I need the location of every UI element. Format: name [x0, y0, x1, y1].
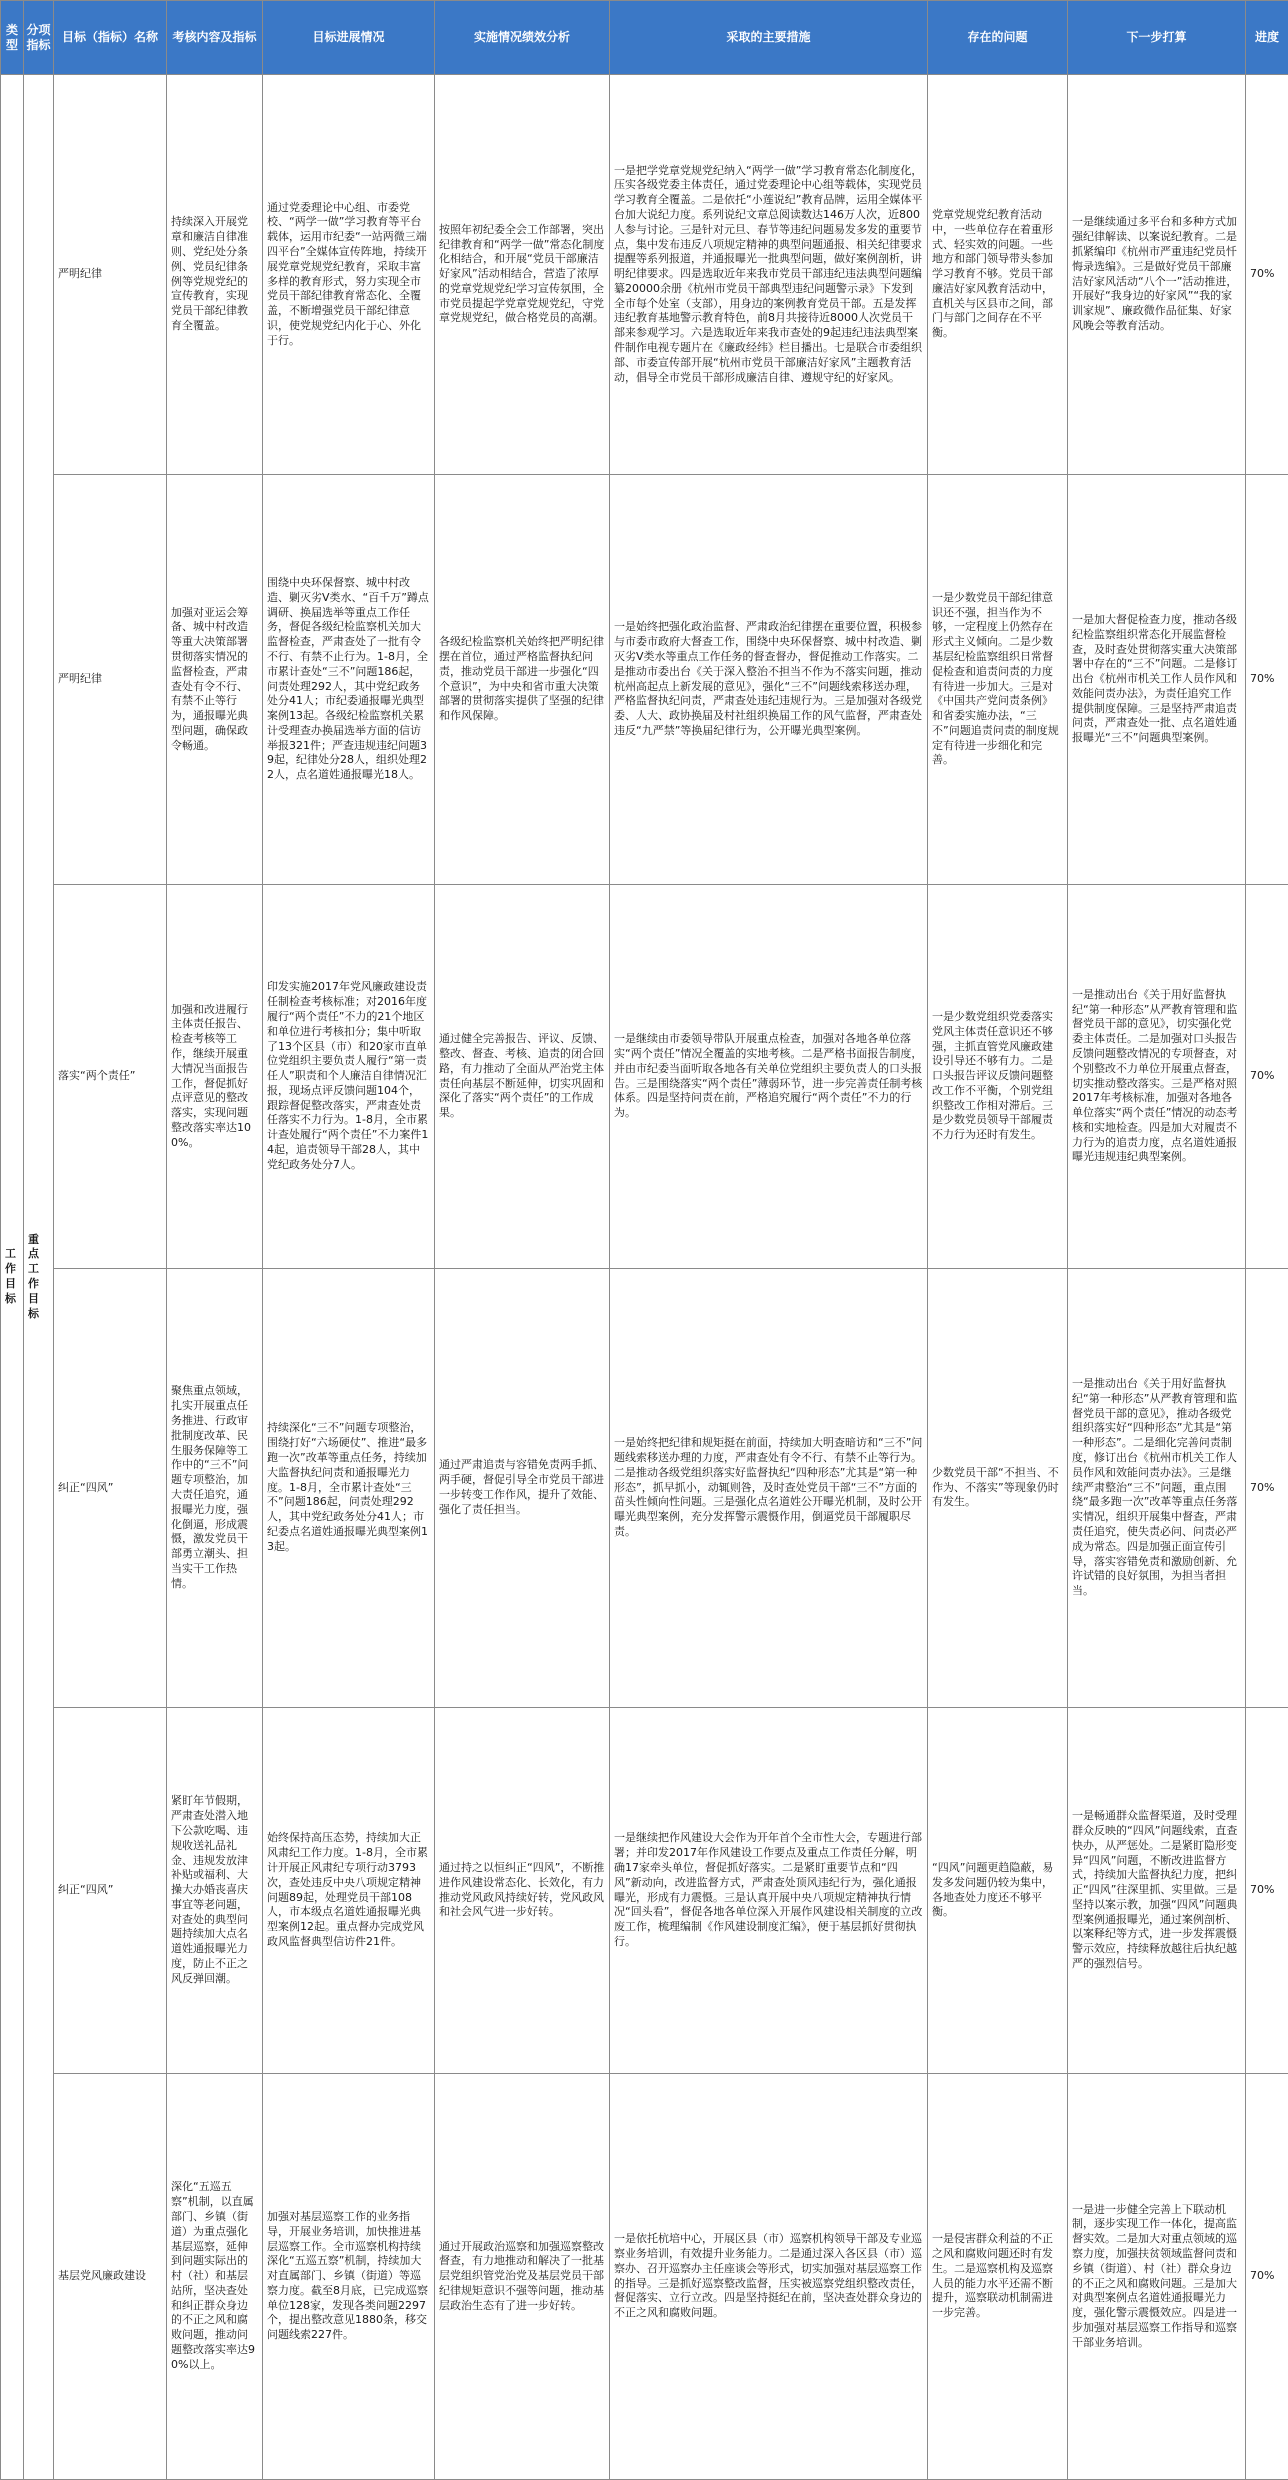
- content-cell: 加强对亚运会筹备、城中村改造等重大决策部署贯彻落实情况的监督检查，严肃查处有令不行、有禁不止等行为，通报曝光典型问题，确保政令畅通。: [167, 475, 263, 885]
- plan-cell: 一是进一步健全完善上下联动机制，逐步实现工作一体化，提高监督实效。二是加大对重点领域的巡察力度，加强扶贫领域监督问责和乡镇（街道）、村（社）群众身边的不正之风和腐败问题。三是加大对典型案例点名道姓通报曝光力度，强化警示震慑效应。四是进一步加强对基层巡察工作指导和巡察干部业务培训。: [1068, 2074, 1246, 2480]
- content-cell: 持续深入开展党章和廉洁自律准则、党纪处分条例、党员纪律条例等党规党纪的宣传教育，实现党员干部纪律教育全覆盖。: [167, 75, 263, 475]
- header-problems: 存在的问题: [928, 1, 1068, 75]
- problems-cell: 一是少数党员干部纪律意识还不强，担当作为不够，一定程度上仍然存在形式主义倾向。二是少数基层纪检监察组织日常督促检查和追责问责的力度有待进一步加大。三是对《中国共产党问责条例》和省委实施办法，“三不”问题追责问责的制度规定有待进一步细化和完善。: [928, 475, 1068, 885]
- progress-cell: 70%: [1246, 75, 1288, 475]
- progress-cell: 70%: [1246, 1269, 1288, 1708]
- performance-cell: 通过持之以恒纠正“四风”，不断推进作风建设常态化、长效化，有力推动党风政风持续好转，党风政风和社会风气进一步好转。: [435, 1708, 610, 2074]
- type-cell: 工作目标: [1, 75, 24, 2480]
- content-cell: 深化“五巡五察”机制，以直属部门、乡镇（街道）为重点强化基层巡察，延伸到问题实际出的村（社）和基层站所，坚决查处和纠正群众身边的不正之风和腐败问题，推动问题整改落实率达90%以上。: [167, 2074, 263, 2480]
- measures-cell: 一是依托杭培中心，开展区县（市）巡察机构领导干部及专业巡察业务培训，有效提升业务能力。二是通过深入各区县（市）巡察办、召开巡察办主任座谈会等形式，切实加强对基层巡察工作的指导。三是抓好巡察整改监督，压实被巡察党组织整改责任，督促落实、立行立改。四是坚持挺纪在前，坚决查处群众身边的不正之风和腐败问题。: [610, 2074, 928, 2480]
- header-target-name: 目标（指标）名称: [54, 1, 167, 75]
- problems-cell: “四风”问题更趋隐蔽，易发多发问题仍较为集中，各地查处力度还不够平衡。: [928, 1708, 1068, 2074]
- header-row: [1, 1, 1288, 75]
- progress-status-cell: 持续深化“三不”问题专项整治，围绕打好“六场硬仗”、推进“最多跑一次”改革等重点任务，持续加大监督执纪问责和通报曝光力度。1-8月，全市累计查处“三不”问题186起，问责处理292人，其中党纪政务处分41人；市纪委点名道姓通报曝光典型案例13起。: [263, 1269, 435, 1708]
- problems-cell: 党章党规党纪教育活动中，一些单位存在着重形式、轻实效的问题。一些地方和部门领导带头参加学习教育不够。党员干部廉洁好家风教育活动中，直机关与区县市之间，部门与部门之间存在不平衡。: [928, 75, 1068, 475]
- progress-status-cell: 加强对基层巡察工作的业务指导，开展业务培训，加快推进基层巡察工作。全市巡察机构持续深化“五巡五察”机制，持续加大对直属部门、乡镇（街道）等巡察力度。截至8月底，已完成巡察单位128家，发现各类问题2297个，提出整改意见1880条，移交问题线索227件。: [263, 2074, 435, 2480]
- progress-status-cell: 围绕中央环保督察、城中村改造、剿灭劣V类水、“百千万”蹲点调研、换届选举等重点工作任务，督促各级纪检监察机关加大监督检查，严肃查处了一批有令不行、有禁不止行为。1-8月，全市累计查处“三不”问题186起，问责处理292人，其中党纪政务处分41人；市纪委通报曝光典型案例13起。各级纪检监察机关累计受理查办换届选举方面的信访举报321件；严查违规违纪问题39起，纪律处分28人，组织处理22人，点名道姓通报曝光18人。: [263, 475, 435, 885]
- plan-cell: 一是畅通群众监督渠道，及时受理群众反映的“四风”问题线索，直查快办，从严惩处。二是紧盯隐形变异“四风”问题，不断改进监督方式，持续加大监督执纪力度，把纠正“四风”往深里抓、实里做。三是坚持以案示教，加强“四风”问题典型案例通报曝光，通过案例剖析、以案释纪等方式，进一步发挥震慑警示效应，持续释放越往后执纪越严的强烈信号。: [1068, 1708, 1246, 2074]
- table-row: [1, 1708, 1288, 2074]
- performance-cell: 通过严肃追责与容错免责两手抓、两手硬，督促引导全市党员干部进一步转变工作作风，提升了效能、强化了责任担当。: [435, 1269, 610, 1708]
- header-measures: 采取的主要措施: [610, 1, 928, 75]
- measures-cell: 一是继续由市委领导带队开展重点检查，加强对各地各单位落实“两个责任”情况全覆盖的实地考核。二是严格书面报告制度，并由市纪委当面听取各地各有关单位党组织主要负责人的口头报告。三是围绕落实“两个责任”薄弱环节，进一步完善责任制考核体系。四是坚持问责在前，严格追究履行“两个责任”不力的行为。: [610, 885, 928, 1269]
- target-name-cell: 基层党风廉政建设: [54, 2074, 167, 2480]
- problems-cell: 少数党员干部“不担当、不作为、不落实”等现象仍时有发生。: [928, 1269, 1068, 1708]
- measures-cell: 一是始终把纪律和规矩挺在前面，持续加大明查暗访和“三不”问题线索移送办理的力度，严肃查处有令不行、有禁不止等行为。二是推动各级党组织落实好监督执纪“四种形态”尤其是“第一种形态”，抓早抓小，动辄则咎，及时查处党员干部“三不”方面的苗头性倾向性问题。三是强化点名道姓公开曝光机制，及时公开曝光典型案例，充分发挥警示震慑作用，倒逼党员干部履职尽责。: [610, 1269, 928, 1708]
- table-row: [1, 2074, 1288, 2480]
- target-name-cell: 严明纪律: [54, 75, 167, 475]
- problems-cell: 一是少数党组织党委落实党风主体责任意识还不够强，主抓直管党风廉政建设引导还不够有力。二是口头报告评议反馈问题整改工作不平衡，个别党组织整改工作相对滞后。三是少数党员领导干部履责不力行为还时有发生。: [928, 885, 1068, 1269]
- table-row: [1, 1269, 1288, 1708]
- header-progress-status: 目标进展情况: [263, 1, 435, 75]
- table-row: [1, 885, 1288, 1269]
- plan-cell: 一是继续通过多平台和多种方式加强纪律解读、以案说纪教育。二是抓紧编印《杭州市严重违纪党员忏悔录选编》。三是做好党员干部廉洁好家风活动“八个一”活动推进，开展好“我身边的好家风”“我的家训家规”、廉政微作品征集、好家风晚会等教育活动。: [1068, 75, 1246, 475]
- target-name-cell: 落实“两个责任”: [54, 885, 167, 1269]
- target-name-cell: 纠正“四风”: [54, 1269, 167, 1708]
- header-type: 类型: [1, 1, 24, 75]
- measures-cell: 一是继续把作风建设大会作为开年首个全市性大会，专题进行部署；并印发2017年作风建设工作要点及重点工作责任分解，明确17家牵头单位，督促抓好落实。二是紧盯重要节点和“四风”新动向，改进监督方式，严肃查处顶风违纪行为，强化通报曝光，形成有力震慑。三是认真开展中央八项规定精神执行情况“回头看”，督促各地各单位深入开展作风建设相关制度的立改废工作，梳理编制《作风建设制度汇编》，便于基层抓好贯彻执行。: [610, 1708, 928, 2074]
- performance-cell: 通过开展政治巡察和加强巡察整改督查，有力地推动和解决了一批基层党组织管党治党及基层党员干部纪律规矩意识不强等问题，推动基层政治生态有了进一步好转。: [435, 2074, 610, 2480]
- progress-status-cell: 始终保持高压态势，持续加大正风肃纪工作力度。1-8月，全市累计开展正风肃纪专项行动3793次，查处违反中央八项规定精神问题89起，处理党员干部108人，市本级点名道姓通报曝光典型案例12起。重点督办完成党风政风监督典型信访件21件。: [263, 1708, 435, 2074]
- measures-cell: 一是把学党章党规党纪纳入“两学一做”学习教育常态化制度化，压实各级党委主体责任，通过党委理论中心组等载体，实现党员学习教育全覆盖。二是依托“小莲说纪”教育品牌，运用全媒体平台加大说纪力度。系列说纪文章总阅读数达146万人次，近800人参与讨论。三是针对元旦、春节等违纪问题易发多发的重要节点，集中发布违反八项规定精神的典型问题通报、相关纪律要求提醒等系列报道，并通报曝光一批典型问题，做好案例剖析，讲明纪律要求。四是选取近年来我市党员干部违纪违法典型问题编纂20000余册《杭州市党员干部典型违纪问题警示录》下发到全市每个处室（支部），用身边的案例教育党员干部。五是发挥违纪教育基地警示教育特色，前8月共接待近8000人次党员干部来参观学习。六是选取近年来我市查处的9起违纪违法典型案件制作电视专题片在《廉政经纬》栏目播出。七是联合市委组织部、市委宣传部开展“杭州市党员干部廉洁好家风”主题教育活动，倡导全市党员干部形成廉洁自律、遵规守纪的好家风。: [610, 75, 928, 475]
- target-name-cell: 纠正“四风”: [54, 1708, 167, 2074]
- plan-cell: 一是加大督促检查力度，推动各级纪检监察组织常态化开展监督检查，及时查处贯彻落实重大决策部署中存在的“三不”问题。二是修订出台《杭州市机关工作人员作风和效能问责办法》，为责任追究工作提供制度保障。三是坚持严肃追责问责，严肃查处一批、点名道姓通报曝光“三不”问题典型案例。: [1068, 475, 1246, 885]
- header-content: 考核内容及指标: [167, 1, 263, 75]
- table-row: [1, 475, 1288, 885]
- progress-cell: 70%: [1246, 885, 1288, 1269]
- problems-cell: 一是侵害群众利益的不正之风和腐败问题还时有发生。二是巡察机构及巡察人员的能力水平还需不断提升，巡察联动机制需进一步完善。: [928, 2074, 1068, 2480]
- performance-cell: 通过健全完善报告、评议、反馈、整改、督查、考核、追责的闭合回路，有力推动了全面从严治党主体责任向基层不断延伸，切实巩固和深化了落实“两个责任”的工作成果。: [435, 885, 610, 1269]
- performance-cell: 各级纪检监察机关始终把严明纪律摆在首位，通过严格监督执纪问责，推动党员干部进一步强化“四个意识”，为中央和省市重大决策部署的贯彻落实提供了坚强的纪律和作风保障。: [435, 475, 610, 885]
- header-progress: 进度: [1246, 1, 1288, 75]
- progress-status-cell: 印发实施2017年党风廉政建设责任制检查考核标准；对2016年度履行“两个责任”不力的21个地区和单位进行考核扣分；集中听取了13个区县（市）和20家市直单位党组织主要负责人履行“第一责任人”职责和个人廉洁自律情况汇报，现场点评反馈问题104个，跟踪督促整改落实，严肃查处责任落实不力行为。1-8月，全市累计查处履行“两个责任”不力案件14起，追责领导干部28人，其中党纪政务处分7人。: [263, 885, 435, 1269]
- progress-status-cell: 通过党委理论中心组、市委党校、“两学一做”学习教育等平台载体，运用市纪委“一站两微三端四平台”全媒体宣传阵地，持续开展党章党规党纪教育，采取丰富多样的教育形式，努力实现全市党员干部纪律教育常态化、全覆盖，不断增强党员干部纪律意识，使党规党纪内化于心、外化于行。: [263, 75, 435, 475]
- target-name-cell: 严明纪律: [54, 475, 167, 885]
- header-category: 分项指标: [24, 1, 54, 75]
- content-cell: 聚焦重点领域，扎实开展重点任务推进、行政审批制度改革、民生服务保障等工作中的“三不”问题专项整治，加大责任追究，通报曝光力度，强化倒逼，形成震慑，激发党员干部勇立潮头、担当实干工作热情。: [167, 1269, 263, 1708]
- plan-cell: 一是推动出台《关于用好监督执纪“第一种形态”从严教育管理和监督党员干部的意见》，推动各级党组织落实好“四种形态”尤其是“第一种形态”。二是细化完善问责制度，修订出台《杭州市机关工作人员作风和效能问责办法》。三是继续严肃整治“三不”问题，重点围绕“最多跑一次”改革等重点任务落实情况，组织开展集中督查，严肃责任追究，使失责必问、问责必严成为常态。四是加强正面宣传引导，落实容错免责和激励创新、允许试错的良好氛围，为担当者担当。: [1068, 1269, 1246, 1708]
- progress-cell: 70%: [1246, 2074, 1288, 2480]
- content-cell: 紧盯年节假期，严肃查处潜入地下公款吃喝、违规收送礼品礼金、违规发放津补贴或福利、大操大办婚丧喜庆事宜等老问题，对查处的典型问题持续加大点名道姓通报曝光力度，防止不正之风反弹回潮。: [167, 1708, 263, 2074]
- progress-cell: 70%: [1246, 1708, 1288, 2074]
- progress-cell: 70%: [1246, 475, 1288, 885]
- category-cell: 重点工作目标: [24, 75, 54, 2480]
- content-cell: 加强和改进履行主体责任报告、检查考核等工作，继续开展重大情况当面报告工作，督促抓好点评意见的整改落实，实现问题整改落实率达100%。: [167, 885, 263, 1269]
- header-performance: 实施情况绩效分析: [435, 1, 610, 75]
- measures-cell: 一是始终把强化政治监督、严肃政治纪律摆在重要位置，积极参与市委市政府大督查工作，围绕中央环保督察、城中村改造、剿灭劣V类水等重点工作任务的督查督办，督促推动工作落实。二是推动市委出台《关于深入整治不担当不作为不落实问题，推动杭州高起点上新发展的意见》，强化“三不”问题线索移送办理，严格监督执纪问责，严肃查处违纪违规行为。三是加强对各级党委、人大、政协换届及村社组织换届工作的风气监督，严肃查处违反“九严禁”等换届纪律行为，公开曝光典型案例。: [610, 475, 928, 885]
- plan-cell: 一是推动出台《关于用好监督执纪“第一种形态”从严教育管理和监督党员干部的意见》，切实强化党委主体责任。二是加强对口头报告反馈问题整改情况的专项督查，对个别整改不力单位开展重点督查，切实推动整改落实。三是严格对照2017年考核标准，加强对各地各单位落实“两个责任”情况的动态考核和实地检查。四是加大对履责不力行为的追责力度，点名道姓通报曝光违规违纪典型案例。: [1068, 885, 1246, 1269]
- table-row: [1, 75, 1288, 475]
- header-plan: 下一步打算: [1068, 1, 1246, 75]
- performance-cell: 按照年初纪委全会工作部署，突出纪律教育和“两学一做”常态化制度化相结合，和开展“党员干部廉洁好家风”活动相结合，营造了浓厚的党章党规党纪学习宣传氛围，全市党员提起学党章党规党纪，守党章党规党纪，做合格党员的高潮。: [435, 75, 610, 475]
